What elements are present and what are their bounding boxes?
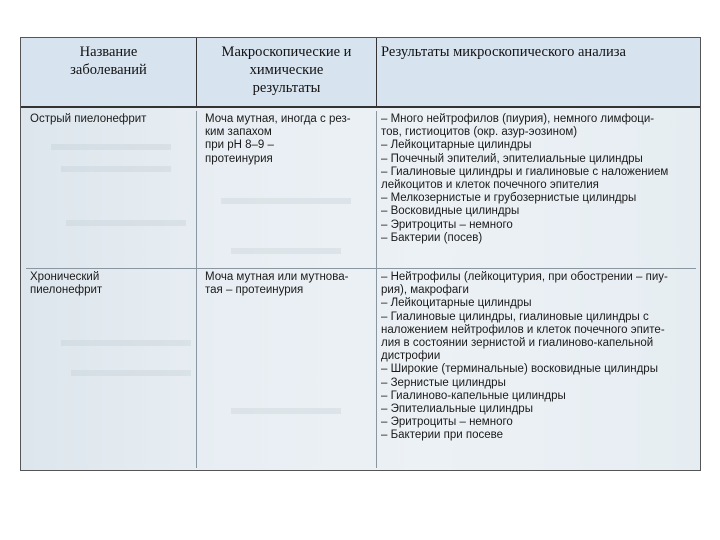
table-frame [20, 37, 701, 471]
micro-line: рия), макрофаги [381, 284, 469, 297]
micro-line: – Бактерии (посев) [381, 231, 483, 244]
micro-line: – Почечный эпителий, эпителиальные цилиндры [381, 152, 643, 165]
macro-line: Моча мутная или мутнова- [205, 271, 349, 283]
macro-cell [196, 269, 376, 468]
scanned-table-body [21, 108, 700, 470]
micro-line: лия в состоянии зернистой и гиалиново-капельной [381, 337, 654, 350]
micro-line: тов, гистиоцитов (окр. азур-эозином) [381, 126, 578, 139]
header-disease: Название заболеваний [70, 44, 147, 78]
table-row [26, 268, 696, 468]
micro-line: наложением нейтрофилов и клеток почечного эпите- [381, 323, 665, 336]
micro-line: – Эпителиальные цилиндры [381, 403, 533, 416]
micro-line: – Бактерии при посеве [381, 429, 504, 442]
table-header [21, 38, 700, 108]
micro-line: дистрофии [381, 350, 441, 363]
macro-cell [196, 111, 376, 268]
micro-line: – Восковидные цилиндры [381, 205, 520, 218]
micro-cell [376, 269, 696, 468]
micro-line: – Много нейтрофилов (пиурия), немного лимфоци- [381, 113, 655, 125]
macro-line: ким запахом [205, 126, 272, 139]
macro-line: протеинурия [205, 152, 273, 165]
micro-line: – Гиалиново-капельные цилиндры [381, 389, 566, 402]
micro-line: – Эритроциты – немного [381, 218, 513, 231]
disease-cell [26, 111, 196, 268]
table-row [26, 111, 696, 268]
micro-line: – Нейтрофилы (лейкоцитурия, при обострении – пиу- [381, 271, 668, 283]
micro-line: – Зернистые цилиндры [381, 376, 506, 389]
micro-line: – Эритроциты – немного [381, 416, 513, 429]
disease-line: пиелонефрит [30, 284, 103, 297]
micro-line: – Гиалиновые цилиндры, гиалиновые цилиндры с [381, 310, 649, 323]
disease-cell [26, 269, 196, 468]
macro-line: при pH 8–9 – [205, 139, 274, 152]
micro-line: лейкоцитов и клеток почечного эпителия [381, 179, 599, 192]
macro-line: тая – протеинурия [205, 284, 304, 297]
header-micro: Результаты микроскопического анализа [376, 38, 700, 106]
micro-line: – Гиалиновые цилиндры и гиалиновые с наложением [381, 165, 669, 178]
micro-line: – Мелкозернистые и грубозернистые цилиндры [381, 192, 637, 205]
header-macro: Макроскопические и химические результаты [196, 38, 376, 106]
disease-line: Острый пиелонефрит [30, 113, 147, 125]
macro-line: Моча мутная, иногда с рез- [205, 113, 351, 125]
micro-line: – Лейкоцитарные цилиндры [381, 139, 532, 152]
micro-line: – Широкие (терминальные) восковидные цилиндры [381, 363, 658, 376]
micro-cell [376, 111, 696, 268]
disease-line: Хронический [30, 271, 100, 283]
micro-line: – Лейкоцитарные цилиндры [381, 297, 532, 310]
